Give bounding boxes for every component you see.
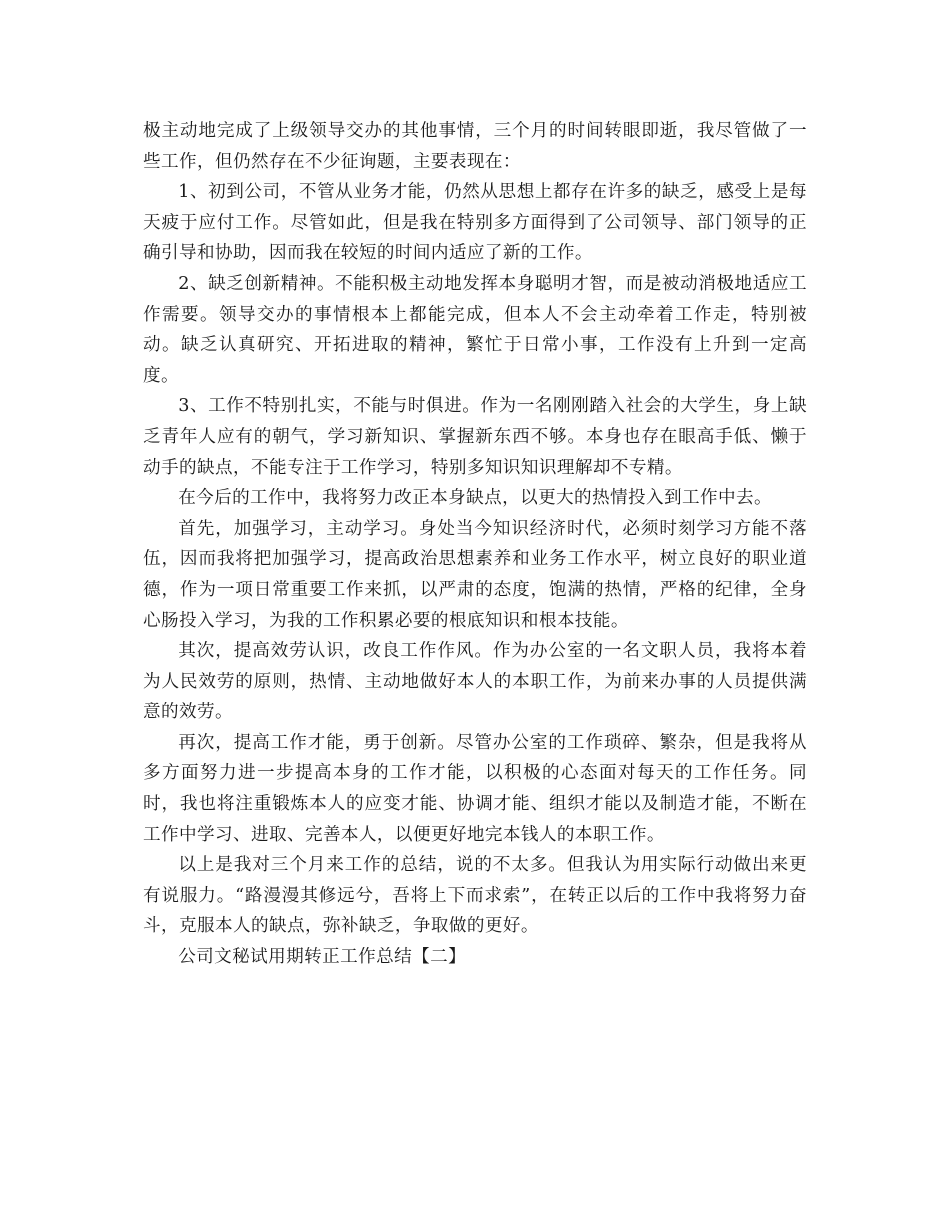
paragraph-future-intro: 在今后的工作中，我将努力改正本身缺点，以更大的热情投入到工作中去。 (178, 488, 772, 509)
paragraph-third: 再次，提高工作才能，勇于创新。尽管办公室的工作琐碎、繁杂，但是我将从多方面努力进一步提高本身的工作才能，以积极的心态面对每天的工作任务。同时，我也将注重锻炼本人的应变才能、协调才能、组织才能以及制造才能，不断在工作中学习、进取、完善本人，以便更好地完本钱人的本职工作。 (143, 732, 807, 845)
paragraph-point-3: 3、工作不特别扎实，不能与时俱进。作为一名刚刚踏入社会的大学生，身上缺乏青年人应有的朝气，学习新知识、掌握新东西不够。本身也存在眼高手低、懒于动手的缺点，不能专注于工作学习，特别多知识知识理解却不专精。 (143, 396, 807, 478)
paragraph-point-2: 2、缺乏创新精神。不能积极主动地发挥本身聪明才智，而是被动消极地适应工作需要。领导交办的事情根本上都能完成，但本人不会主动牵着工作走，特别被动。缺乏认真研究、开拓进取的精神，繁忙于日常小事，工作没有上升到一定高度。 (143, 273, 807, 386)
paragraph-point-1: 1、初到公司，不管从业务才能，仍然从思想上都存在许多的缺乏，感受上是每天疲于应付工作。尽管如此，但是我在特别多方面得到了公司领导、部门领导的正确引导和协助，因而我在较短的时间内适应了新的工作。 (143, 182, 807, 264)
section-heading: 公司文秘试用期转正工作总结【二】 (178, 947, 467, 968)
paragraph-second: 其次，提高效劳认识，改良工作作风。作为办公室的一名文职人员，我将本着为人民效劳的原则，热情、主动地做好本人的本职工作，为前来办事的人员提供满意的效劳。 (143, 641, 807, 723)
paragraph-continuation: 极主动地完成了上级领导交办的其他事情，三个月的时间转眼即逝，我尽管做了一些工作，但仍然存在不少征询题，主要表现在： (143, 121, 807, 172)
paragraph-conclusion: 以上是我对三个月来工作的总结，说的不太多。但我认为用实际行动做出来更有说服力。“路漫漫其修远兮，吾将上下而求索”，在转正以后的工作中我将努力奋斗，克服本人的缺点，弥补缺乏，争取做的更好。 (143, 855, 807, 937)
paragraph-first: 首先，加强学习，主动学习。身处当今知识经济时代，必须时刻学习方能不落伍，因而我将把加强学习，提高政治思想素养和业务工作水平，树立良好的职业道德，作为一项日常重要工作来抓，以严肃的态度，饱满的热情，严格的纪律，全身心肠投入学习，为我的工作积累必要的根底知识和根本技能。 (143, 518, 807, 631)
document-page (143, 116, 807, 973)
